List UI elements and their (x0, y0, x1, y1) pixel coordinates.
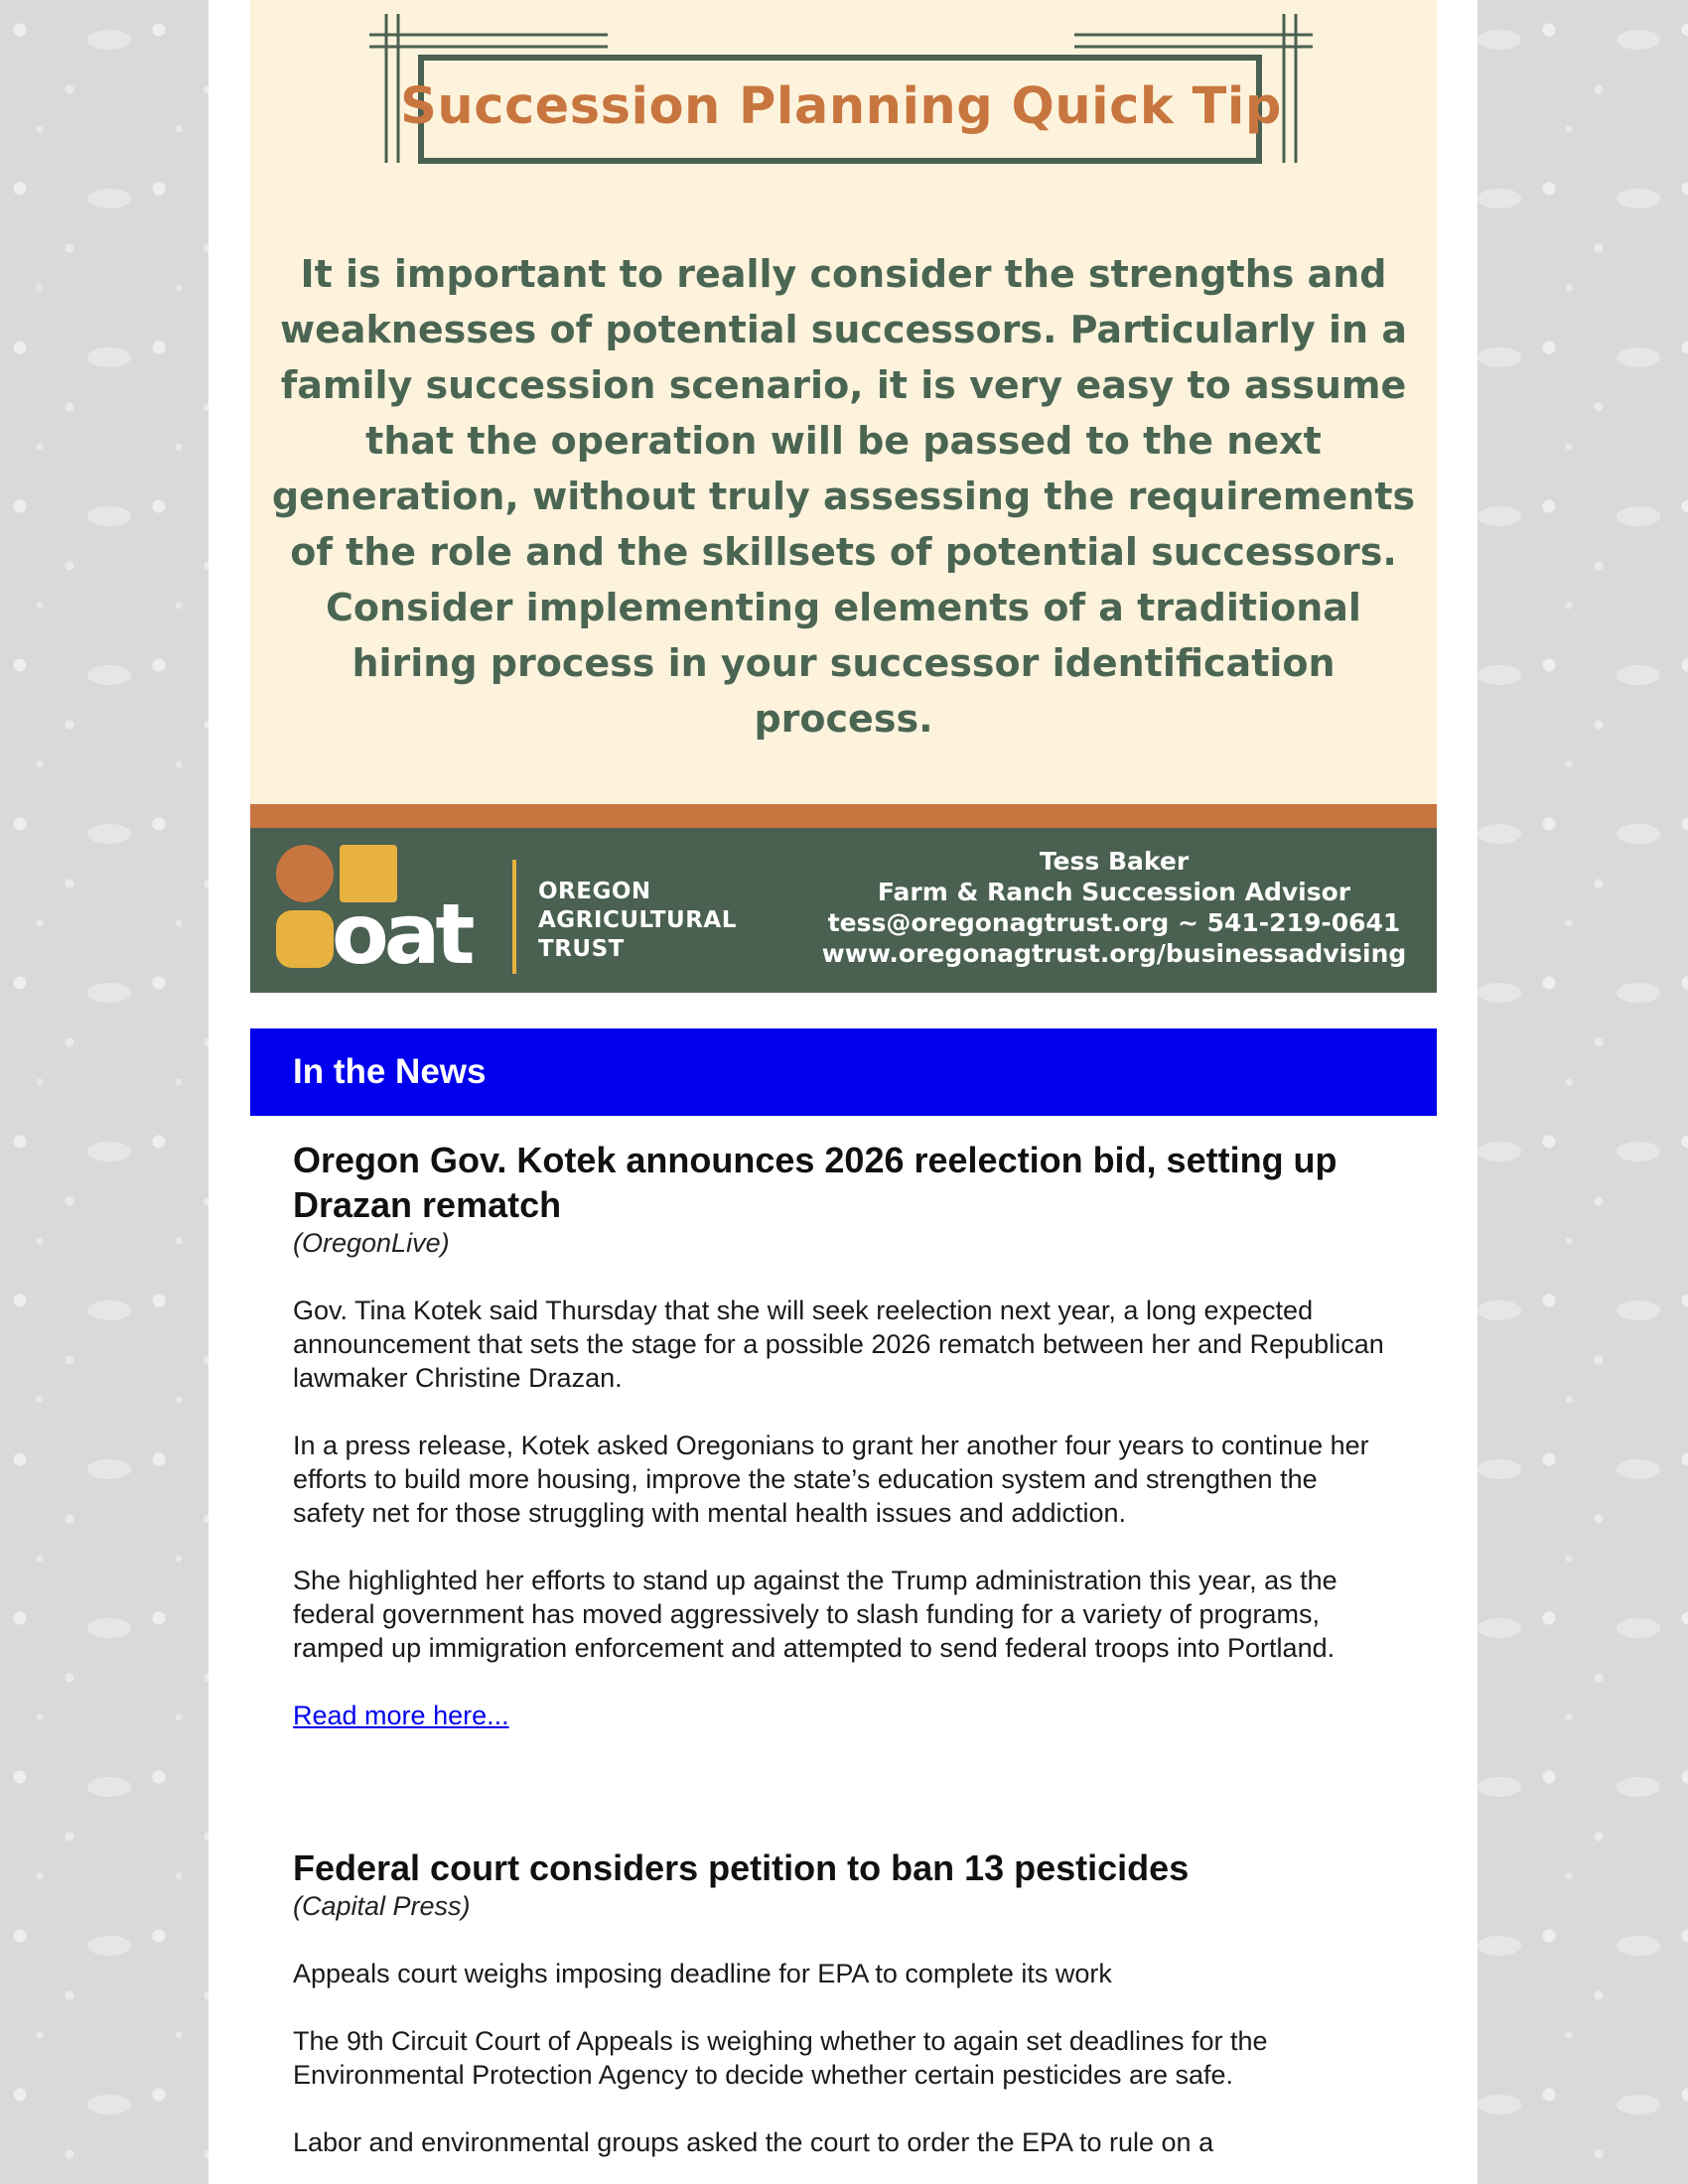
news-header-title: In the News (293, 1052, 487, 1091)
tip-title: Succession Planning Quick Tip (400, 77, 1282, 136)
org-name-line-1: OREGON (538, 879, 651, 904)
article-paragraph: In a press release, Kotek asked Oregonians to grant her another four years to continue her efforts to build more housing, improve the state’s education system and strengthen the safety net for those struggling with mental health issues and addiction. (293, 1431, 1369, 1528)
contact-url[interactable]: www.oregonagtrust.org/businessadvising (821, 939, 1407, 968)
article-headline: Federal court considers petition to ban 13 pesticides (293, 1847, 1190, 1888)
article-paragraph: Gov. Tina Kotek said Thursday that she will seek reelection next year, a long expected announcement that sets the stage for a possible 2026 rematch between her and Republican lawmaker Christine Drazan. (293, 1296, 1384, 1393)
contact-role: Farm & Ranch Succession Advisor (877, 878, 1351, 906)
logo-divider (512, 860, 516, 974)
news-article-2 (293, 1845, 1395, 2184)
quick-tip-section (250, 0, 1437, 804)
org-name-line-2: AGRICULTURAL (538, 907, 737, 933)
article-source: (Capital Press) (293, 1891, 471, 1921)
org-name-line-3: TRUST (538, 936, 625, 962)
article-paragraph: She highlighted her efforts to stand up against the Trump administration this year, as the federal government has moved aggressively to slash funding for a variety of programs, ramped up immigration enforcement and attempted to send federal troops into Portland. (293, 1566, 1337, 1663)
contact-email-phone[interactable]: tess@oregonagtrust.org ~ 541-219-0641 (827, 908, 1401, 937)
tip-body-text: It is important to really consider the strengths and weaknesses of potential successors. Particularly in a family succession scenario, it is very easy to assume that the operation will be passed to the next generation, without truly assessing the requirements of the role and the skillsets of potential successors. Consider implementing elements of a traditional hiring process in your successor identification process. (271, 252, 1416, 741)
contact-banner (250, 828, 1437, 993)
org-name (538, 878, 737, 964)
contact-name: Tess Baker (1039, 847, 1190, 876)
read-more-link[interactable]: Read more here... (293, 1701, 509, 1730)
newsletter-page (209, 0, 1477, 2184)
orange-divider-bar (250, 804, 1437, 828)
oat-logo-icon (276, 845, 494, 974)
article-source: (OregonLive) (293, 1228, 450, 1258)
news-article-1 (293, 1138, 1395, 1732)
article-paragraph: The 9th Circuit Court of Appeals is weighing whether to again set deadlines for the Environmental Protection Agency to decide whether certain pesticides are safe. (293, 2026, 1268, 2090)
news-section-header (250, 1028, 1437, 1116)
tip-title-frame (369, 14, 1313, 173)
article-headline: Oregon Gov. Kotek announces 2026 reelection bid, setting up Drazan rematch (293, 1140, 1337, 1225)
article-paragraph: Appeals court weighs imposing deadline for EPA to complete its work (293, 1959, 1112, 1988)
article-paragraph: Labor and environmental groups asked the court to order the EPA to rule on a (293, 2127, 1214, 2157)
logo-wordmark: oat (332, 886, 471, 974)
contact-info (806, 846, 1422, 969)
